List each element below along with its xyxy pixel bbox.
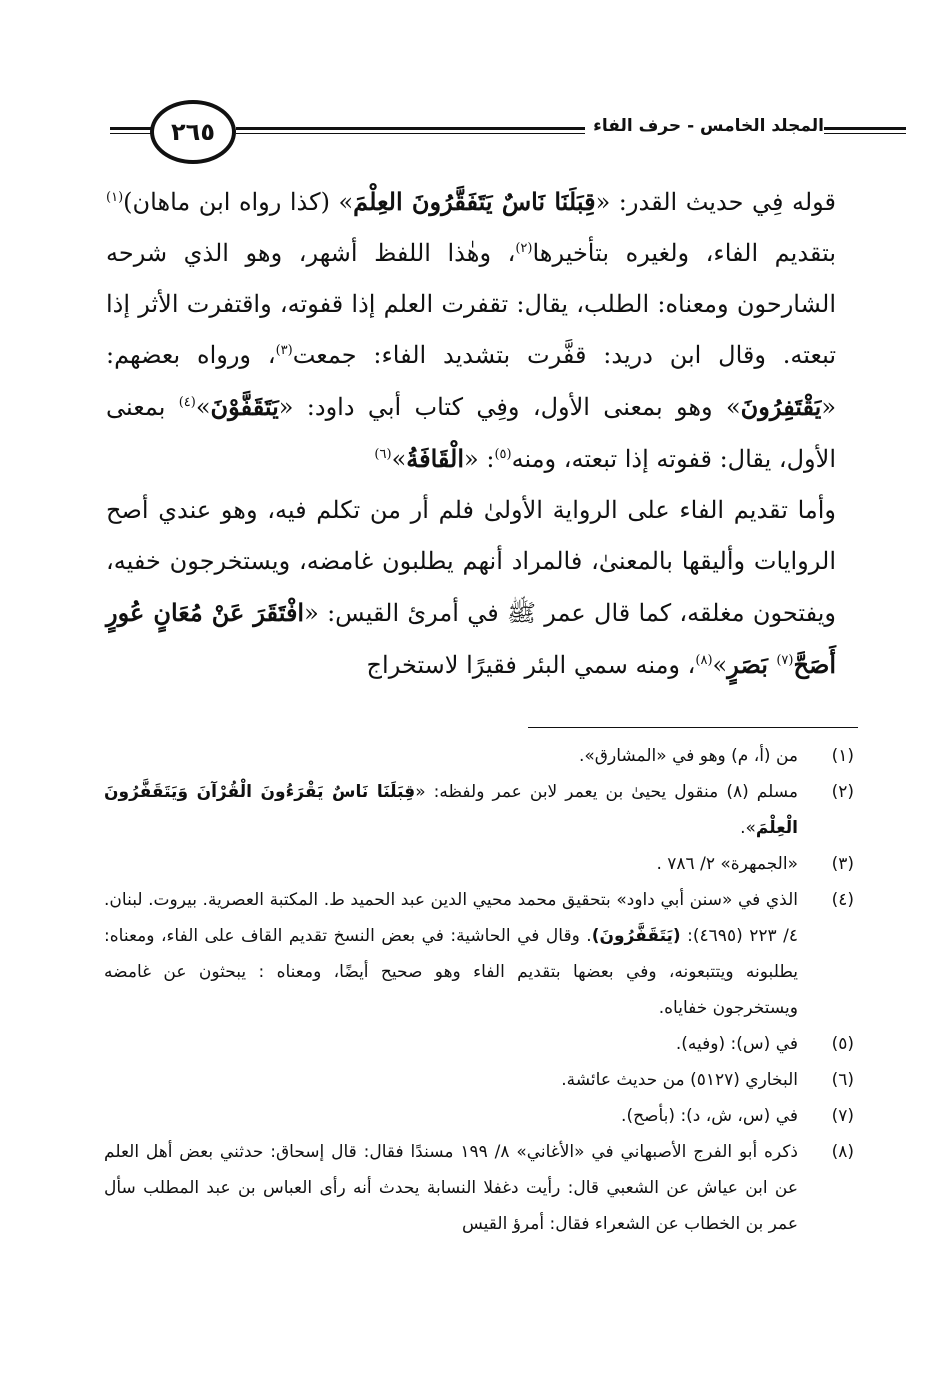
quote: بَصَرٍ bbox=[727, 650, 777, 679]
footnote-text: ذكره أبو الفرج الأصبهاني في «الأغاني» ٨/ ١٩٩ مسندًا فقال: قال إسحاق: حدثني بعض أهل العلم عن ابن عياش عن الشعبي قال: رأيت دغفلا النسابة يحدث أنه رأى العباس بن عبد المطلب سأل عمر بن الخطاب عن الشعراء فقال: أمرؤ القيس bbox=[104, 1142, 798, 1234]
footnote-4 bbox=[104, 882, 854, 1026]
text-run: ، ورواه بعضهم: « bbox=[106, 341, 836, 421]
text-run: » وهو بمعنى الأول، وفِي كتاب أبي داود: « bbox=[278, 393, 741, 421]
footnote-5 bbox=[104, 1026, 854, 1062]
paragraph-2 bbox=[106, 485, 836, 691]
text-run: وأما تقديم الفاء على الرواية الأولىٰ فلم أر من تكلم فيه، وهو عندي أصح الروايات وأليقها بالمعنىٰ، فالمراد أنهم يطلبون غامضه، ويستخرجون خفيه، ويفتحون مغلقه، كما قال عمر ﷺ في أمرئ القيس: « bbox=[106, 496, 837, 627]
footnote-ref: (٦) bbox=[374, 447, 392, 462]
text-run: بمعنى الأول، يقال: قفوته إذا تبعته، ومنه bbox=[106, 393, 836, 473]
footnotes bbox=[104, 738, 854, 1242]
footnote-ref: (٣) bbox=[275, 343, 293, 358]
footnote-number: (٨) bbox=[831, 1142, 854, 1162]
quote: افْتَقَرَ عَنْ مُعَانٍ عُورٍ أَصَحَّ bbox=[106, 598, 836, 679]
footnote-text: مسلم (٨) منقول يحيىٰ بن يعمر لابن عمر ولفظه: « bbox=[415, 782, 799, 802]
text-run: بتقديم الفاء، ولغيره بتأخيرها bbox=[532, 239, 836, 267]
footnote-number: (١) bbox=[831, 746, 854, 766]
footnote-text: . وقال في الحاشية: في بعض النسخ تقديم القاف على الفاء، ومعناه: يطلبونه ويتتبعونه، وفي بعضها بتقديم الفاء وهو صحيح أيضًا، ومعناه : يبحثون عن غامضه ويستخرجون خفاياه. bbox=[104, 926, 798, 1018]
variant-word: يَتَقَفَّوْنَ bbox=[210, 392, 279, 421]
footnote-ref: (٨) bbox=[695, 653, 713, 668]
footnote-number: (٦) bbox=[831, 1070, 854, 1090]
footnote-ref: (٧) bbox=[776, 653, 794, 668]
footnote-quote: قِبَلَنَا نَاسٌ يَقْرَءُونَ الْقُرْآنَ وَيَتَقَفَّرُونَ الْعِلْمَ bbox=[104, 782, 798, 838]
page-number: ٢٦٥ bbox=[171, 118, 215, 146]
header-rule-left-thin bbox=[110, 133, 155, 134]
footnote-number: (٥) bbox=[831, 1034, 854, 1054]
paragraph-1 bbox=[106, 176, 836, 485]
footnote-8 bbox=[104, 1134, 854, 1242]
text-run: ، وهٰذا اللفظ أشهر، وهو الذي شرحه الشارحون ومعناه: الطلب، يقال: تقفرت العلم إذا قفوته، واقتفرت الأثر إذا تبعته. وقال ابن دريد: قفَّرت بتشديد الفاء: جمعت bbox=[106, 239, 836, 369]
footnote-1 bbox=[104, 738, 854, 774]
footnote-2 bbox=[104, 774, 854, 846]
main-text bbox=[106, 176, 836, 691]
footnote-number: (٣) bbox=[831, 854, 854, 874]
running-head: المجلد الخامس - حرف الفاء bbox=[585, 116, 824, 136]
footnote-text: ». bbox=[740, 818, 756, 838]
text-run: » bbox=[391, 445, 407, 473]
footnote-text: الذي في «سنن أبي داود» بتحقيق محمد محيي الدين عبد الحميد ط. المكتبة العصرية. بيروت. لبنان. ٤/ ٢٢٣ (٤٦٩٥): bbox=[104, 890, 798, 946]
text-run: : « bbox=[464, 445, 495, 473]
hadith-quote: قِبَلَنَا نَاسٌ يَتَفَقَّرُونَ العِلْمَ bbox=[353, 187, 596, 216]
footnote-ref: (٥) bbox=[494, 447, 512, 462]
footnote-separator bbox=[528, 727, 858, 728]
text-run: » (كذا رواه ابن ماهان) bbox=[123, 188, 354, 216]
header-rule-left bbox=[110, 127, 155, 130]
footnote-quote: (يَتَقَفَّرُونَ) bbox=[591, 926, 681, 946]
footnote-ref: (٤) bbox=[178, 395, 196, 410]
variant-word: يَقْتَفِرُونَ bbox=[740, 392, 822, 421]
footnote-number: (٤) bbox=[831, 890, 854, 910]
footnote-ref: (١) bbox=[106, 190, 124, 205]
page-number-badge bbox=[150, 100, 236, 164]
footnote-text: في (س): (وفيه). bbox=[675, 1034, 798, 1054]
text-run: » bbox=[195, 393, 211, 421]
text-run: ، ومنه سمي البئر فقيرًا لاستخراج bbox=[366, 651, 696, 679]
footnote-3 bbox=[104, 846, 854, 882]
footnote-7 bbox=[104, 1098, 854, 1134]
footnote-text: «الجمهرة» ٢/ ٧٨٦ . bbox=[656, 854, 798, 874]
footnote-text: في (س، ش، د): (بأصح). bbox=[621, 1106, 798, 1126]
footnote-number: (٢) bbox=[831, 782, 854, 802]
footnote-number: (٧) bbox=[831, 1106, 854, 1126]
footnote-text: من (أ، م) وهو في «المشارق». bbox=[579, 746, 798, 766]
footnote-text: البخاري (٥١٢٧) من حديث عائشة. bbox=[561, 1070, 798, 1090]
text-run: » bbox=[712, 651, 728, 679]
footnote-ref: (٢) bbox=[515, 241, 533, 256]
text-run: قوله فِي حديث القدر: « bbox=[595, 188, 836, 216]
variant-word: الْقَافَةُ bbox=[406, 444, 465, 473]
footnote-6 bbox=[104, 1062, 854, 1098]
